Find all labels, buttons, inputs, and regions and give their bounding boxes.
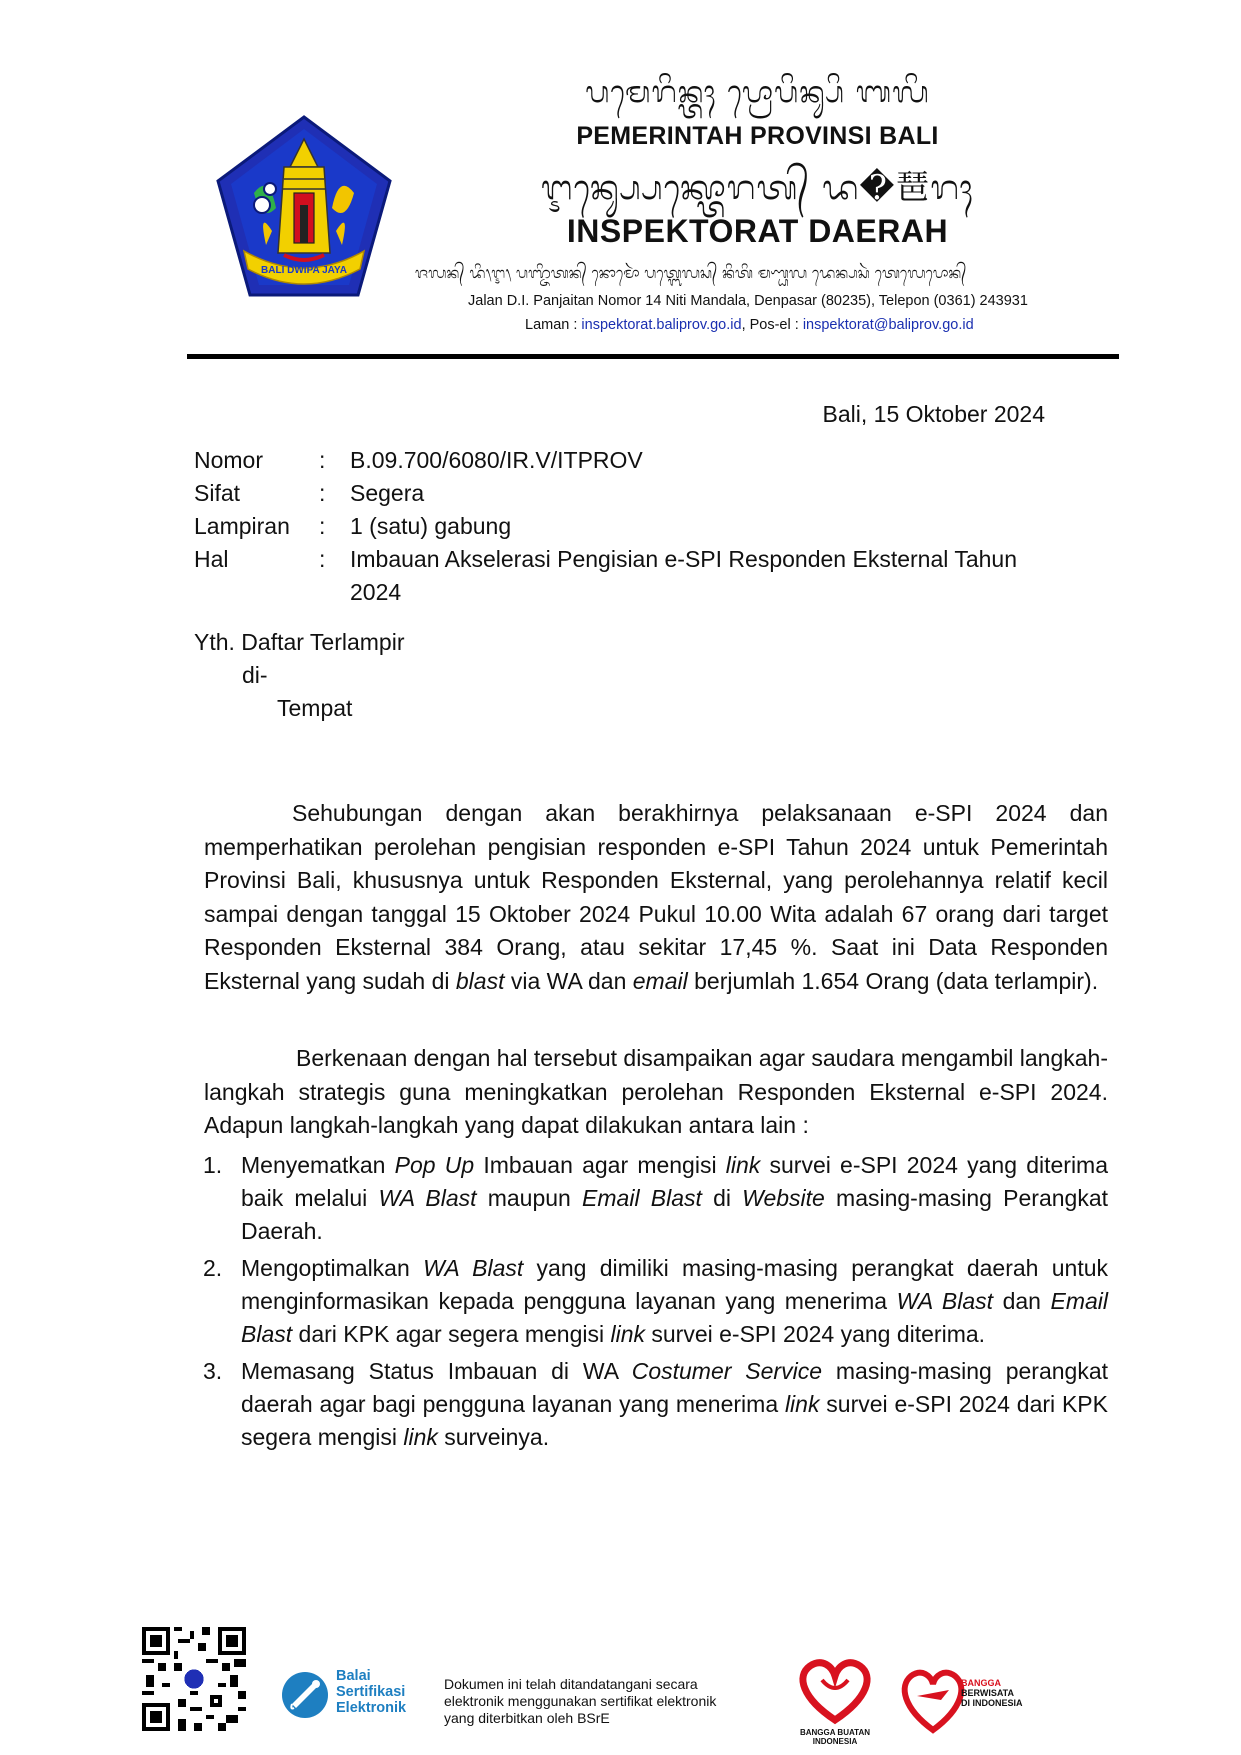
bali-province-logo (214, 113, 394, 303)
meta-sep: : (319, 513, 326, 539)
meta-value: 1 (satu) gabung (350, 513, 512, 539)
email-link[interactable]: inspektorat@baliprov.go.id (802, 317, 974, 333)
meta-sep: : (319, 480, 326, 506)
list-text: Mengoptimalkan WA Blast yang dimiliki masing-masing perangkat daerah untuk menginformasikan kepada pengguna layanan yang menerima WA Blast dan Email Blast dari KPK agar segera mengisi link survei e-SPI 2024 yang diterima. (241, 1255, 1108, 1347)
svg-text:DI INDONESIA: DI INDONESIA (961, 1698, 1023, 1708)
text-italic: email (632, 967, 688, 994)
list-item (203, 1355, 1108, 1454)
list-text: Menyematkan Pop Up Imbauan agar mengisi link survei e-SPI 2024 yang diterima baik melalui WA Blast maupun Email Blast di Website masing-masing Perangkat Daerah. (241, 1152, 1109, 1244)
svg-text:BALI DWIPA JAYA: BALI DWIPA JAYA (261, 265, 347, 276)
meta-value: B.09.700/6080/IR.V/ITPROV (350, 447, 643, 473)
meta-row-lampiran (194, 510, 1050, 543)
balinese-script-office: ᬇᬦ᭄ᬲ᭄ᬧᬾᬓ᭄ᬢᭀᬭᬢ᭄ ᬤ�琶ᬭᬄ (540, 168, 975, 208)
note-line: Dokumen ini telah ditandatangani secara (444, 1676, 698, 1692)
list-number: 3. (203, 1358, 223, 1384)
letter-date: Bali, 15 Oktober 2024 (822, 401, 1045, 427)
addressee (194, 626, 404, 725)
bsre-name-line: Elektronik (336, 1700, 407, 1716)
meta-key: Sifat (194, 480, 241, 506)
meta-sep: : (319, 447, 326, 473)
paragraph-opening (204, 797, 1108, 998)
steps-list (203, 1149, 1108, 1458)
bangga-buatan-indonesia-logo (792, 1650, 878, 1745)
paragraph-steps-intro (204, 1042, 1108, 1143)
meta-row-hal (194, 543, 1050, 609)
text: via WA dan (504, 967, 633, 994)
bsre-name-line: Sertifikasi (336, 1684, 406, 1700)
esignature-note (444, 1676, 764, 1727)
text: Berkenaan dengan hal tersebut disampaikan agar saudara mengambil langkah-langkah strategis guna meningkatkan perolehan Responden Eksternal e-SPI 2024. Adapun langkah-langkah yang dapat dilakukan antara lain : (204, 1045, 1108, 1138)
meta-row-nomor (194, 444, 1050, 477)
laman-label: Laman : (525, 317, 582, 333)
bsre-name-line: Balai (336, 1668, 371, 1684)
note-line: elektronik menggunakan sertifikat elektronik (444, 1693, 717, 1709)
balinese-script-government: ᬧᬫᬾᬭᬶᬦ᭄ᬢᬄ ᬧ᭄ᬭᭀᬧᬶᬦ᭄ᬲᬶ ᬩᬮᬶ (585, 75, 930, 110)
addressee-line: di- (242, 662, 268, 688)
svg-text:BANGGA BUATAN: BANGGA BUATAN (799, 1728, 871, 1737)
addressee-line: Tempat (277, 695, 353, 721)
office-name: INSPEKTORAT DAERAH (566, 213, 949, 249)
meta-row-sifat (194, 477, 1050, 510)
bsre-name (336, 1668, 406, 1716)
list-number: 1. (203, 1152, 223, 1178)
letterhead-divider (187, 354, 1119, 359)
meta-sep: : (319, 546, 326, 572)
list-item (203, 1149, 1108, 1248)
balinese-script-address: ᬚᬮᬦ᭄ ᬤᬶ᭞ᬇ᭞ ᬧᬜ᭄ᬚᬶᬢᬦ᭄ ᬦᭀᬫᭀᬃ ᬧᬢ᭄ᬩᬾᬮᬲ᭄ ᬦᬶᬢᬶ ᬫᬡ᭄ᬟᬮ ᬤᬾᬦ᭄ᬧᬲᬃ ᬢᬾᬮᬾᬧᭀᬦ᭄ (415, 264, 967, 282)
list-number: 2. (203, 1255, 223, 1281)
office-address: Jalan D.I. Panjaitan Nomor 14 Niti Mandala, Denpasar (80235), Telepon (0361) 243931 (468, 293, 1028, 309)
text-italic: blast (455, 967, 505, 994)
text: berjumlah 1.654 Orang (data terlampir). (687, 967, 1099, 994)
svg-text:BANGGA: BANGGA (961, 1678, 1001, 1688)
meta-key: Nomor (194, 447, 264, 473)
meta-key: Lampiran (194, 513, 290, 539)
posel-label: , Pos-el : (741, 317, 803, 333)
qr-code (142, 1627, 246, 1731)
meta-value: Segera (350, 480, 425, 506)
svg-text:BERWISATA: BERWISATA (961, 1688, 1014, 1698)
list-text: Memasang Status Imbauan di WA Costumer Service masing-masing perangkat daerah agar bagi pengguna layanan yang menerima link survei e-SPI 2024 dari KPK segera mengisi link surveinya. (241, 1358, 1109, 1450)
bangga-berwisata-indonesia-logo (895, 1650, 1023, 1745)
bsre-logo-icon (280, 1670, 330, 1720)
meta-value: Imbauan Akselerasi Pengisian e-SPI Responden Eksternal Tahun 2024 (350, 546, 1017, 605)
office-contact (525, 317, 974, 333)
text: Sehubungan dengan akan berakhirnya pelaksanaan e-SPI 2024 dan memperhatikan perolehan pengisian responden e-SPI Tahun 2024 untuk Pemerintah Provinsi Bali, khususnya untuk Responden Eksternal, yang perolehannya relatif kecil sampai dengan tanggal 15 Oktober 2024 Pukul 10.00 Wita adalah 67 orang dari target Responden Eksternal 384 Orang, atau sekitar 17,45 %. Saat ini Data Responden Eksternal yang sudah di (204, 800, 1108, 994)
website-link[interactable]: inspektorat.baliprov.go.id (581, 317, 742, 333)
letter-meta (194, 444, 1050, 609)
svg-text:INDONESIA: INDONESIA (812, 1737, 858, 1746)
note-line: yang diterbitkan oleh BSrE (444, 1710, 610, 1726)
list-item (203, 1252, 1108, 1351)
addressee-line: Yth. Daftar Terlampir (194, 629, 405, 655)
meta-key: Hal (194, 546, 229, 572)
government-name: PEMERINTAH PROVINSI BALI (576, 122, 939, 150)
